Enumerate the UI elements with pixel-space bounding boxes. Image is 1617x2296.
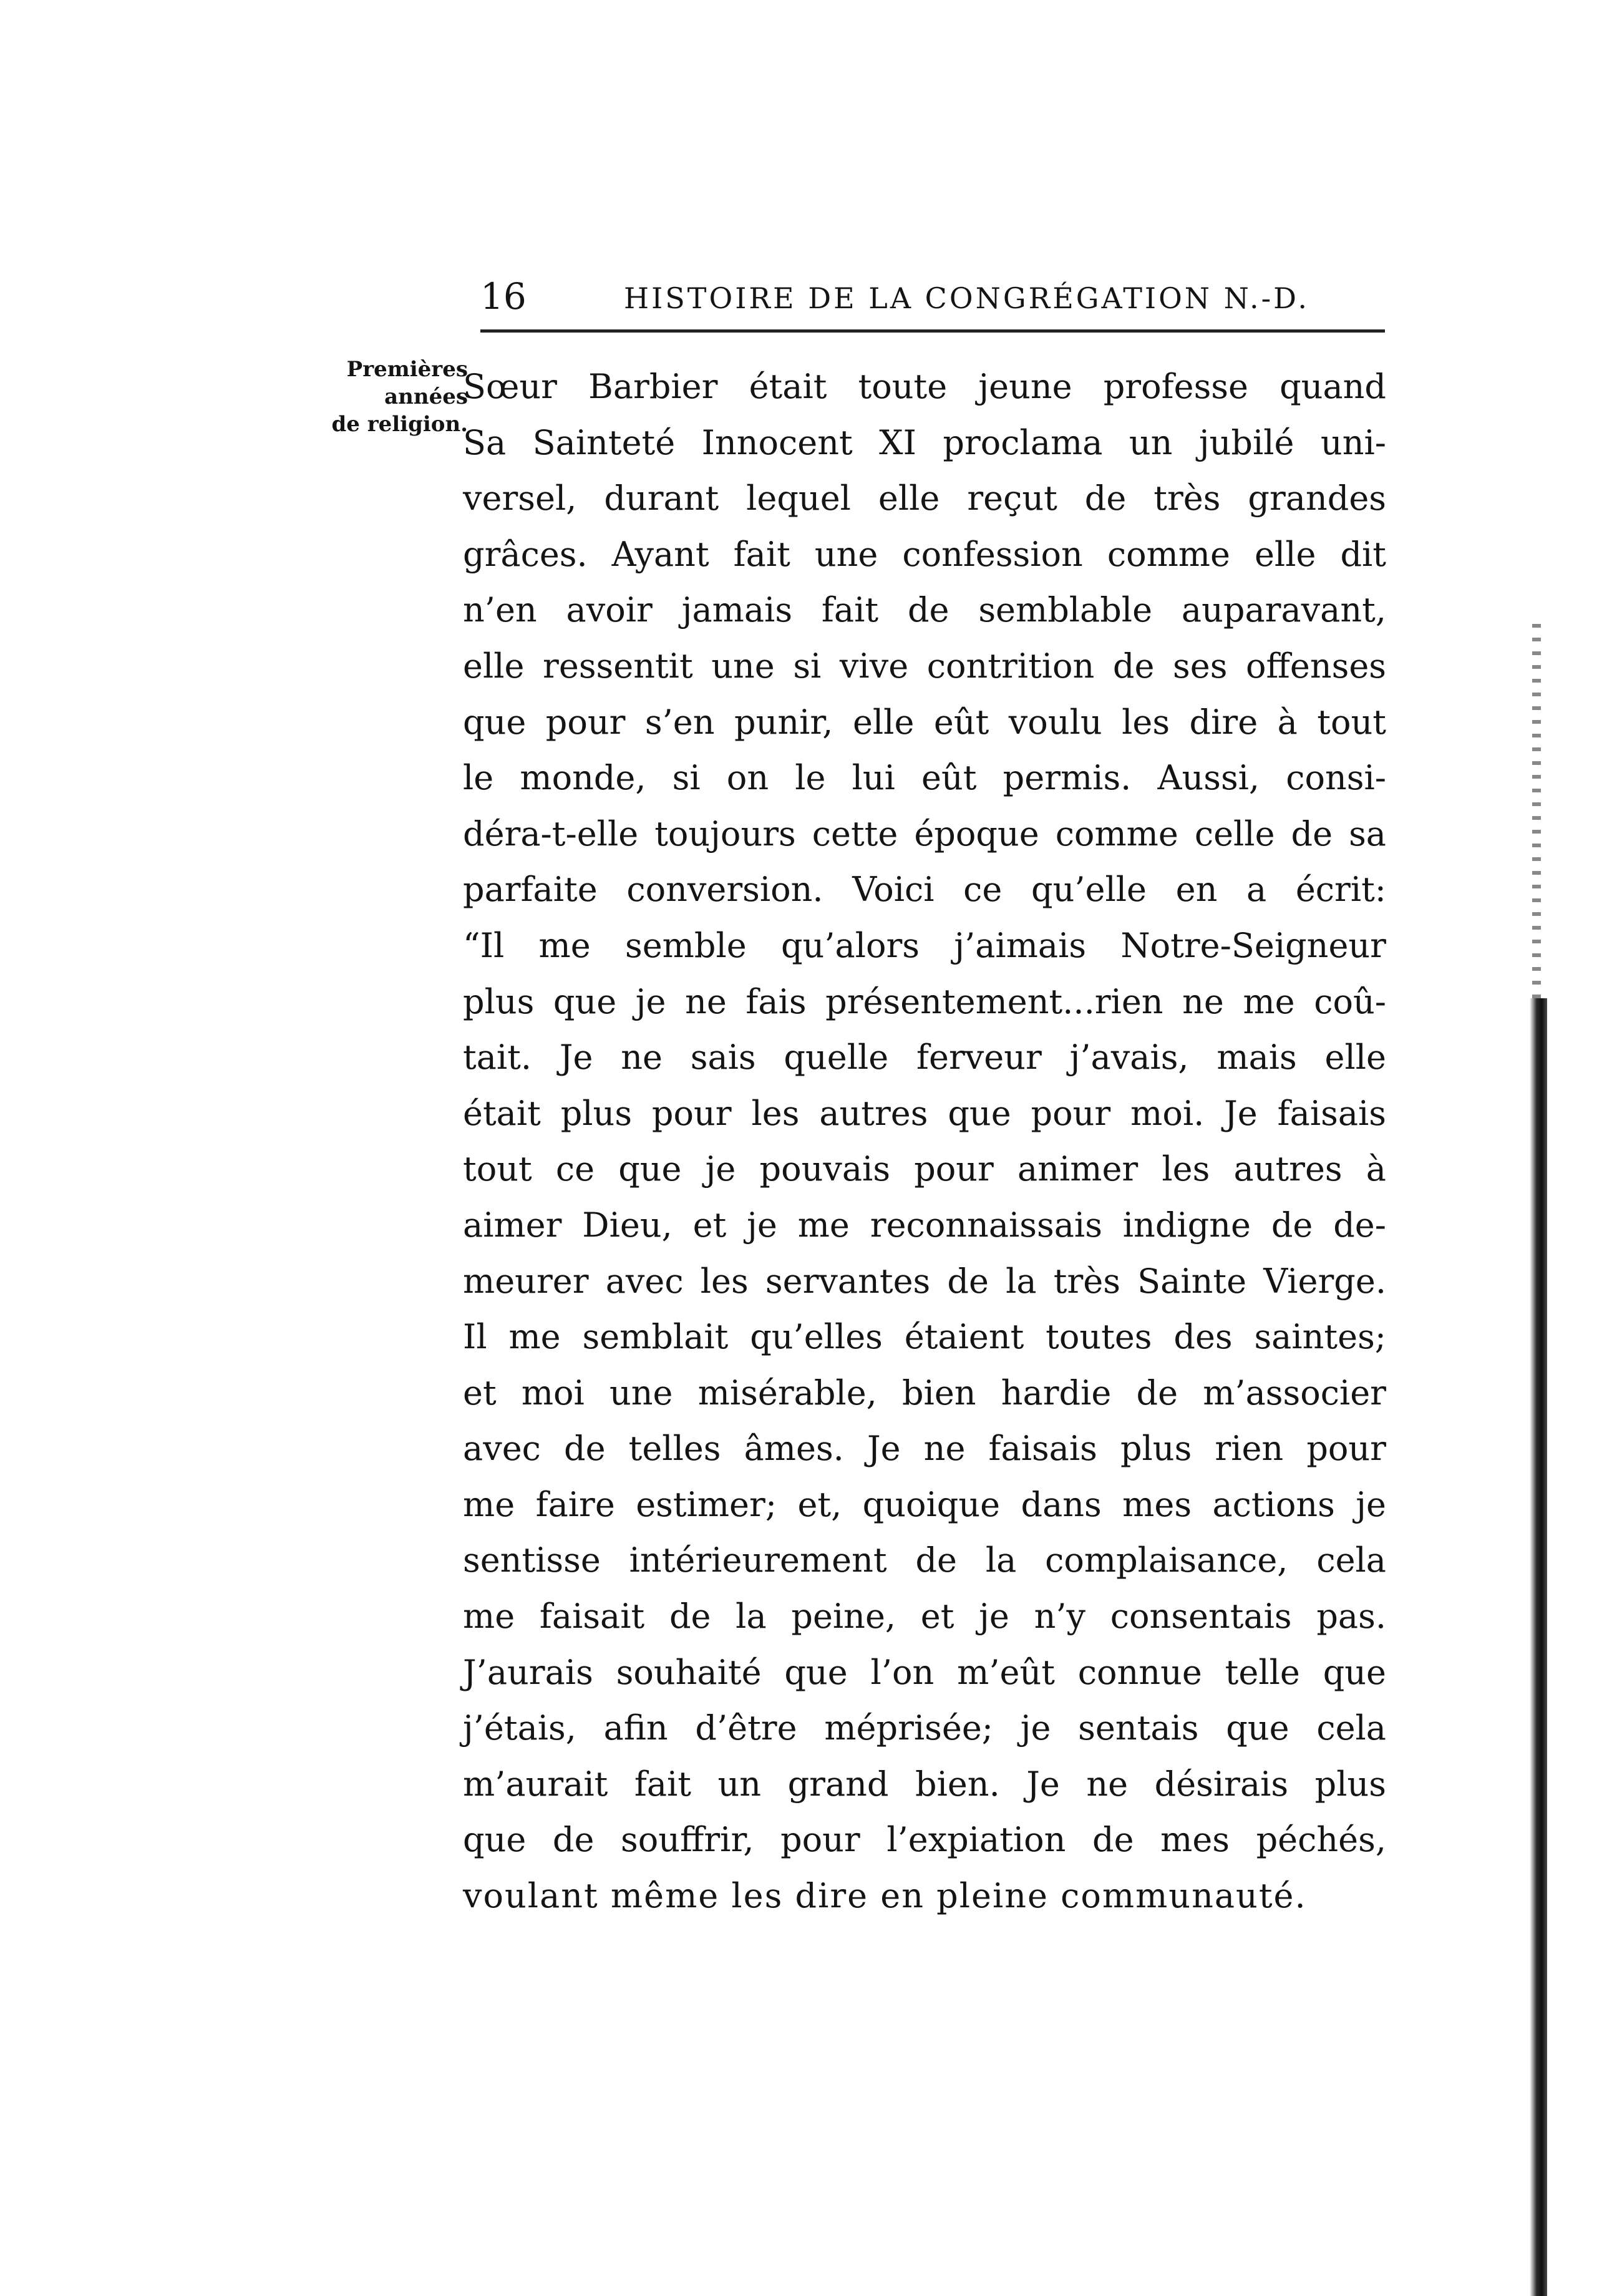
text-line: versel, durant lequel elle reçut de très grandes: [463, 479, 1386, 518]
text-line: j’étais, afin d’être méprisée; je sentais que cela: [463, 1708, 1386, 1748]
text-line: parfaite conversion. Voici ce qu’elle en a écrit:: [463, 870, 1386, 910]
scan-edge-artifact: [1532, 624, 1541, 998]
scan-edge-artifact: [1530, 998, 1547, 2296]
text-line: Sœur Barbier était toute jeune professe quand: [463, 367, 1386, 406]
header-rule: [480, 329, 1385, 333]
text-line: déra-t-elle toujours cette époque comme celle de sa: [463, 814, 1386, 854]
text-line: me faire estimer; et, quoique dans mes actions je: [463, 1484, 1386, 1524]
text-line: tout ce que je pouvais pour animer les autres à: [463, 1149, 1386, 1189]
text-line: plus que je ne fais présentement...rien ne me coû-: [463, 981, 1386, 1021]
margin-note-line: de religion.: [331, 412, 468, 437]
running-head: [480, 271, 1385, 321]
text-line: grâces. Ayant fait une confession comme elle dit: [463, 534, 1386, 574]
text-line: que de souffrir, pour l’expiation de mes péchés,: [463, 1820, 1386, 1860]
text-line: “Il me semble qu’alors j’aimais Notre-Seigneur: [463, 925, 1386, 965]
text-line: Il me semblait qu’elles étaient toutes des saintes;: [463, 1317, 1386, 1357]
page-number: 16: [480, 275, 527, 318]
text-line: aimer Dieu, et je me reconnaissais indigne de de-: [463, 1205, 1386, 1245]
text-line: était plus pour les autres que pour moi. Je faisais: [463, 1093, 1386, 1133]
text-line: Sa Sainteté Innocent XI proclama un jubilé uni-: [463, 422, 1386, 462]
margin-note: [299, 356, 468, 438]
margin-note-line: Premières: [346, 357, 468, 382]
body-text: [463, 359, 1386, 1924]
text-line: meurer avec les servantes de la très Sainte Vierge.: [463, 1261, 1386, 1301]
text-line: tait. Je ne sais quelle ferveur j’avais, mais elle: [463, 1038, 1386, 1077]
text-line: voulant même les dire en pleine communauté.: [463, 1876, 1307, 1916]
text-line: le monde, si on le lui eût permis. Aussi, consi-: [463, 758, 1386, 798]
text-line: avec de telles âmes. Je ne faisais plus rien pour: [463, 1429, 1386, 1469]
text-line: elle ressentit une si vive contrition de ses offenses: [463, 646, 1386, 686]
running-title: HISTOIRE DE LA CONGRÉGATION N.-D.: [624, 281, 1310, 315]
text-line: n’en avoir jamais fait de semblable auparavant,: [463, 590, 1386, 630]
text-line: me faisait de la peine, et je n’y consentais pas.: [463, 1597, 1386, 1637]
text-line: que pour s’en punir, elle eût voulu les dire à tout: [463, 702, 1386, 742]
margin-note-line: années: [384, 384, 468, 409]
text-line: sentisse intérieurement de la complaisance, cela: [463, 1540, 1386, 1580]
text-line: et moi une misérable, bien hardie de m’associer: [463, 1373, 1386, 1413]
text-line: m’aurait fait un grand bien. Je ne désirais plus: [463, 1764, 1386, 1804]
text-line: J’aurais souhaité que l’on m’eût connue telle que: [463, 1652, 1386, 1692]
